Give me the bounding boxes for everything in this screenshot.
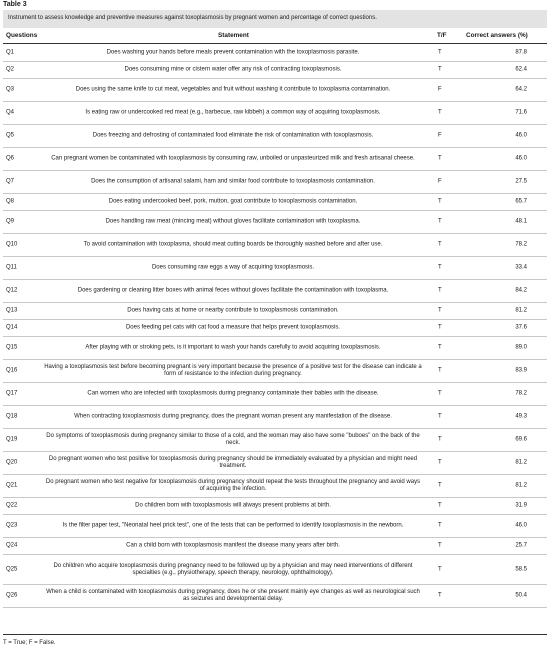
question-id-cell: Q5	[6, 132, 15, 139]
statement-cell: Does the consumption of artisanal salami, ham and similar food contribute to toxoplasmosis contamination.	[91, 178, 375, 185]
question-id-cell: Q13	[6, 307, 18, 314]
correct-answers-cell: 33.4	[515, 264, 527, 271]
true-false-cell: T	[438, 264, 442, 271]
table-row	[3, 320, 547, 337]
statement-cell: Does eating undercooked beef, pork, mutton, goat contribute to toxoplasmosis contamination.	[108, 198, 358, 205]
true-false-cell: T	[438, 66, 442, 73]
table-row	[3, 257, 547, 280]
table-body	[3, 45, 547, 608]
correct-answers-cell: 49.3	[515, 413, 527, 420]
table-row	[3, 452, 547, 475]
true-false-cell: T	[438, 307, 442, 314]
correct-answers-cell: 58.5	[515, 566, 527, 572]
true-false-cell: T	[438, 592, 442, 599]
correct-answers-cell: 27.5	[515, 178, 527, 185]
caption-text: Instrument to assess knowledge and preventive measures against toxoplasmosis by pregnant women and percentage of correct questions.	[8, 15, 377, 21]
question-id-cell: Q9	[6, 218, 15, 225]
statement-cell: Having a toxoplasmosis test before becoming pregnant is very important because the presence of a positive test for the disease can indicate a form of resistance to the infection during pregnancy.	[44, 364, 422, 377]
question-id-cell: Q15	[6, 344, 18, 351]
true-false-cell: T	[438, 344, 442, 351]
table-row	[3, 585, 547, 608]
question-id-cell: Q3	[6, 86, 15, 93]
question-id-cell: Q23	[6, 522, 18, 529]
true-false-cell: T	[438, 367, 442, 374]
table-row	[3, 79, 547, 102]
statement-cell: After playing with or stroking pets, is it important to wash your hands carefully to avoid acquiring toxoplasmosis.	[85, 344, 381, 351]
table-row	[3, 102, 547, 125]
statement-cell: Does consuming mine or cistern water offer any risk of contracting toxoplasmosis.	[124, 66, 342, 73]
correct-answers-cell: 31.9	[515, 502, 527, 509]
statement-cell: Does washing your hands before meals prevent contamination with the toxoplasmosis parasite.	[106, 49, 360, 56]
table-row	[3, 475, 547, 498]
statement-cell: Does using the same knife to cut meat, vegetables and fruit without washing it contribute to toxoplasma contamination.	[75, 86, 391, 93]
table-row	[3, 515, 547, 538]
table-row	[3, 538, 547, 555]
true-false-cell: T	[438, 324, 442, 331]
question-id-cell: Q18	[6, 413, 18, 420]
true-false-cell: T	[438, 459, 442, 466]
table-row	[3, 337, 547, 360]
table-label: Table 3	[3, 1, 27, 8]
header-statement: Statement	[218, 32, 249, 39]
question-id-cell: Q8	[6, 198, 15, 205]
statement-cell: Do pregnant women who test negative for toxoplasmosis during pregnancy should repeat the tests throughout the pregnancy and avoid ways of acquiring the infection.	[45, 479, 421, 492]
question-id-cell: Q4	[6, 109, 15, 116]
correct-answers-cell: 65.7	[515, 198, 527, 205]
statement-cell: To avoid contamination with toxoplasma, should meat cutting boards be thoroughly washed before and after use.	[83, 241, 383, 248]
table-row	[3, 148, 547, 171]
correct-answers-cell: 87.8	[515, 49, 527, 56]
question-id-cell: Q2	[6, 66, 15, 73]
question-id-cell: Q14	[6, 324, 18, 331]
true-false-cell: T	[438, 155, 442, 162]
statement-cell: When a child is contaminated with toxoplasmosis during pregnancy, does he or she present mainly eye changes as well as neurological such as seizures and developmental delay.	[46, 589, 420, 602]
true-false-cell: T	[438, 218, 442, 225]
question-id-cell: Q12	[6, 287, 18, 294]
true-false-cell: T	[438, 542, 442, 549]
question-id-cell: Q11	[6, 264, 17, 271]
correct-answers-cell: 81.2	[515, 307, 527, 314]
table-row	[3, 406, 547, 429]
table-header	[3, 28, 547, 44]
statement-cell: Do children born with toxoplasmosis will always present problems at birth.	[135, 502, 331, 509]
true-false-cell: T	[438, 502, 442, 509]
correct-answers-cell: 81.2	[515, 482, 527, 489]
question-id-cell: Q6	[6, 155, 15, 162]
question-id-cell: Q22	[6, 502, 18, 509]
table-bottom-rule	[3, 634, 547, 635]
correct-answers-cell: 37.6	[515, 324, 527, 331]
statement-cell: Can pregnant women be contaminated with toxoplasmosis by consuming raw, unboiled or unpasteurized milk and fresh artisanal cheese.	[51, 155, 415, 162]
correct-answers-cell: 64.2	[515, 86, 527, 93]
question-id-cell: Q10	[6, 241, 18, 248]
table-row	[3, 498, 547, 515]
table-row	[3, 194, 547, 211]
true-false-cell: T	[438, 482, 442, 489]
correct-answers-cell: 50.4	[515, 592, 527, 599]
table-row	[3, 125, 547, 148]
question-id-cell: Q24	[6, 542, 18, 549]
statement-cell: Do children who acquire toxoplasmosis during pregnancy need to be followed up by a physician and may need interventions of different specialties (e.g., physiotherapy, speech therapy, neurology, ophthalmology).	[53, 562, 413, 576]
table-row	[3, 171, 547, 194]
question-id-cell: Q26	[6, 592, 18, 599]
question-id-cell: Q1	[6, 49, 15, 56]
table-row	[3, 303, 547, 320]
true-false-cell: T	[438, 522, 442, 529]
true-false-cell: T	[438, 413, 442, 420]
statement-cell: Does consuming raw eggs a way of acquiring toxoplasmosis.	[151, 264, 315, 271]
correct-answers-cell: 46.0	[515, 132, 527, 139]
table-footnote: T = True; F = False.	[3, 640, 56, 646]
correct-answers-cell: 62.4	[515, 66, 527, 73]
correct-answers-cell: 69.6	[515, 436, 527, 443]
correct-answers-cell: 71.6	[515, 109, 527, 116]
statement-cell: Can women who are infected with toxoplasmosis during pregnancy contaminate their babies with the disease.	[87, 390, 379, 397]
table-row	[3, 429, 547, 452]
true-false-cell: T	[438, 241, 442, 248]
true-false-cell: T	[438, 49, 442, 56]
table-row	[3, 234, 547, 257]
statement-cell: Does gardening or cleaning litter boxes with animal feces without gloves facilitate the contamination with toxoplasma.	[77, 287, 389, 294]
table-row	[3, 360, 547, 383]
question-id-cell: Q17	[6, 390, 18, 397]
true-false-cell: T	[438, 198, 442, 205]
header-correct-answers: Correct answers (%)	[466, 32, 528, 39]
true-false-cell: T	[438, 436, 442, 443]
statement-cell: Do symptoms of toxoplasmosis during pregnancy similar to those of a cold, and the woman may also have some "buboes" on the back of the neck.	[46, 433, 420, 446]
table-row	[3, 45, 547, 62]
question-id-cell: Q25	[6, 566, 18, 572]
question-id-cell: Q21	[6, 482, 18, 489]
true-false-cell: F	[438, 132, 442, 139]
table-caption	[3, 10, 547, 28]
question-id-cell: Q16	[6, 367, 18, 374]
question-id-cell: Q7	[6, 178, 15, 185]
header-tf: T/F	[437, 32, 447, 39]
statement-cell: Does handling raw meat (mincing meat) without gloves facilitate contamination with toxoplasma.	[105, 218, 361, 225]
statement-cell: When contracting toxoplasmosis during pregnancy, does the pregnant woman present any manifestation of the disease.	[74, 413, 392, 420]
header-questions: Questions	[6, 32, 38, 39]
table-row	[3, 211, 547, 234]
table-row	[3, 383, 547, 406]
true-false-cell: T	[438, 566, 442, 572]
question-id-cell: Q20	[6, 459, 18, 466]
statement-cell: Does having cats at home or nearby contribute to toxoplasmosis contamination.	[127, 307, 339, 314]
correct-answers-cell: 48.1	[515, 218, 527, 225]
correct-answers-cell: 46.0	[515, 155, 527, 162]
correct-answers-cell: 25.7	[515, 542, 527, 549]
statement-cell: Can a child born with toxoplasmosis manifest the disease many years after birth.	[126, 542, 340, 549]
correct-answers-cell: 78.2	[515, 241, 527, 248]
question-id-cell: Q19	[6, 436, 18, 443]
statement-cell: Do pregnant women who test positive for toxoplasmosis during pregnancy should be immediately evaluated by a physician and might need treatment.	[48, 456, 418, 469]
statement-cell: Does freezing and defrosting of contaminated food eliminate the risk of contamination with toxoplasmosis.	[92, 132, 374, 139]
statement-cell: Is the filter paper test, "Neonatal heel prick test", one of the tests that can be performed to identify toxoplasmosis in the newborn.	[62, 522, 404, 529]
true-false-cell: T	[438, 109, 442, 116]
true-false-cell: T	[438, 390, 442, 397]
correct-answers-cell: 84.2	[515, 287, 527, 294]
correct-answers-cell: 89.0	[515, 344, 527, 351]
true-false-cell: F	[438, 178, 442, 185]
true-false-cell: T	[438, 287, 442, 294]
correct-answers-cell: 78.2	[515, 390, 527, 397]
statement-cell: Is eating raw or undercooked red meat (e.g., barbecue, raw kibbeh) a common way of acquiring toxoplasmosis.	[85, 109, 381, 116]
correct-answers-cell: 46.0	[515, 522, 527, 529]
table-row	[3, 280, 547, 303]
true-false-cell: F	[438, 86, 442, 93]
table-row	[3, 555, 547, 585]
correct-answers-cell: 81.2	[515, 459, 527, 466]
statement-cell: Does feeding pet cats with cat food a measure that helps prevent toxoplasmosis.	[125, 324, 341, 331]
correct-answers-cell: 83.9	[515, 367, 527, 374]
table-row	[3, 62, 547, 79]
